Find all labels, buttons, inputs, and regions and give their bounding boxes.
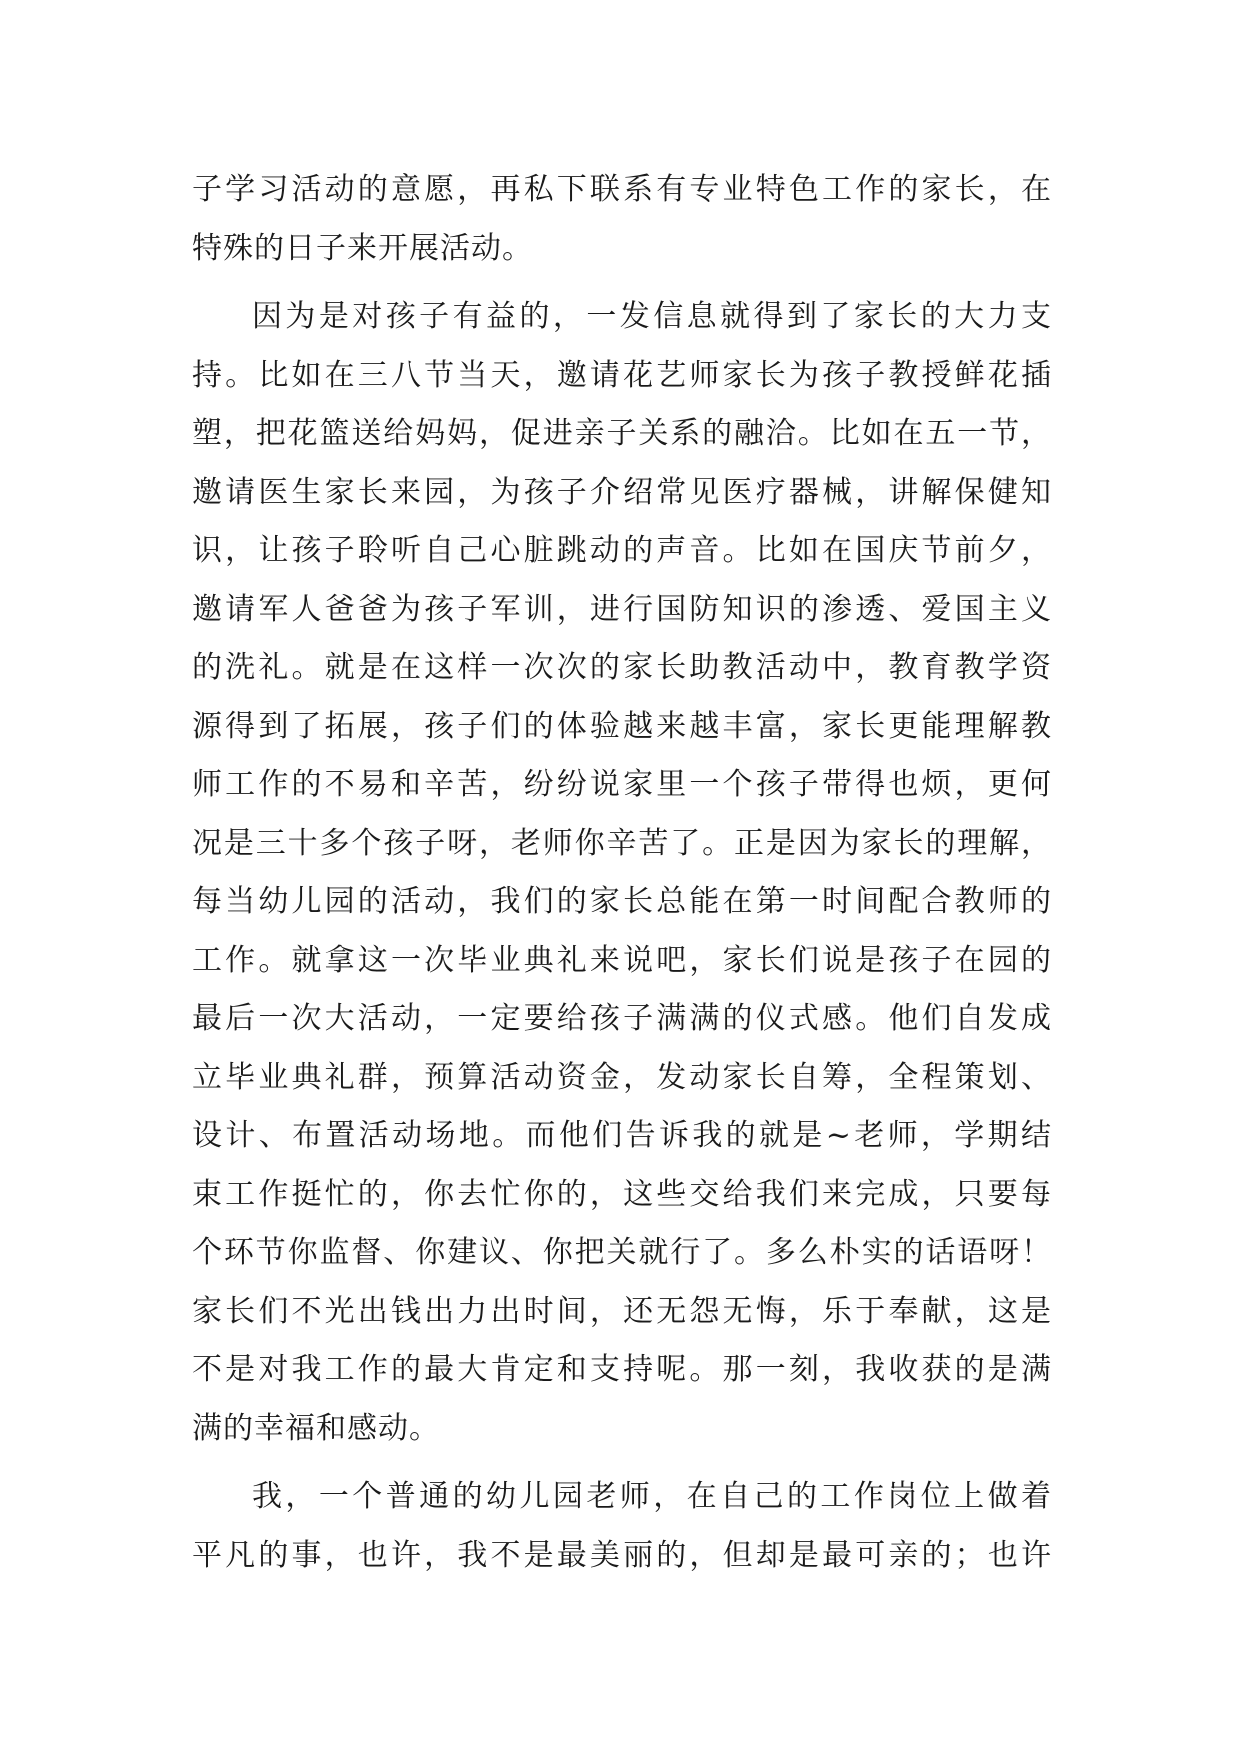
text-line: 每当幼儿园的活动，我们的家长总能在第一时间配合教师的	[192, 884, 1052, 919]
text-line: 的洗礼。就是在这样一次次的家长助教活动中，教育教学资	[192, 650, 1052, 685]
text-line: 立毕业典礼群，预算活动资金，发动家长自筹，全程策划、	[192, 1059, 1052, 1095]
paragraph	[192, 1468, 1052, 1585]
text-line: 师工作的不易和辛苦，纷纷说家里一个孩子带得也烦，更何	[192, 767, 1052, 802]
text-line: 工作。就拿这一次毕业典礼来说吧，家长们说是孩子在园的	[192, 942, 1052, 978]
paragraph-gap	[192, 1458, 1052, 1468]
text-line: 塑，把花篮送给妈妈，促进亲子关系的融洽。比如在五一节，	[192, 416, 1052, 451]
paragraph	[192, 161, 1052, 278]
text-line: 我，一个普通的幼儿园老师，在自己的工作岗位上做着	[252, 1479, 1052, 1514]
paragraph	[192, 288, 1052, 1458]
text-line: 因为是对孩子有益的，一发信息就得到了家长的大力支	[252, 299, 1052, 334]
text-line: 邀请医生家长来园，为孩子介绍常见医疗器械，讲解保健知	[192, 474, 1052, 510]
text-line: 识，让孩子聆听自己心脏跳动的声音。比如在国庆节前夕，	[192, 533, 1052, 568]
text-line: 不是对我工作的最大肯定和支持呢。那一刻，我收获的是满	[192, 1352, 1052, 1387]
text-line: 特殊的日子来开展活动。	[192, 230, 533, 266]
text-line: 设计、布置活动场地。而他们告诉我的就是~老师，学期结	[192, 1118, 1052, 1153]
text-line: 邀请军人爸爸为孩子军训，进行国防知识的渗透、爱国主义	[192, 591, 1052, 627]
document-body	[192, 161, 1052, 1585]
text-line: 源得到了拓展，孩子们的体验越来越丰富，家长更能理解教	[192, 708, 1052, 744]
paragraph-gap	[192, 278, 1052, 288]
text-line: 最后一次大活动，一定要给孩子满满的仪式感。他们自发成	[192, 1001, 1052, 1036]
text-line: 个环节你监督、你建议、你把关就行了。多么朴实的话语呀！	[192, 1235, 1052, 1270]
text-line: 平凡的事，也许，我不是最美丽的，但却是最可亲的；也许	[192, 1537, 1052, 1573]
text-line: 满的幸福和感动。	[192, 1410, 440, 1446]
text-line: 束工作挺忙的，你去忙你的，这些交给我们来完成，只要每	[192, 1176, 1052, 1212]
text-line: 况是三十多个孩子呀，老师你辛苦了。正是因为家长的理解，	[192, 825, 1052, 861]
text-line: 家长们不光出钱出力出时间，还无怨无悔，乐于奉献，这是	[192, 1293, 1052, 1329]
text-line: 子学习活动的意愿，再私下联系有专业特色工作的家长，在	[192, 172, 1052, 207]
text-line: 持。比如在三八节当天，邀请花艺师家长为孩子教授鲜花插	[192, 357, 1052, 393]
